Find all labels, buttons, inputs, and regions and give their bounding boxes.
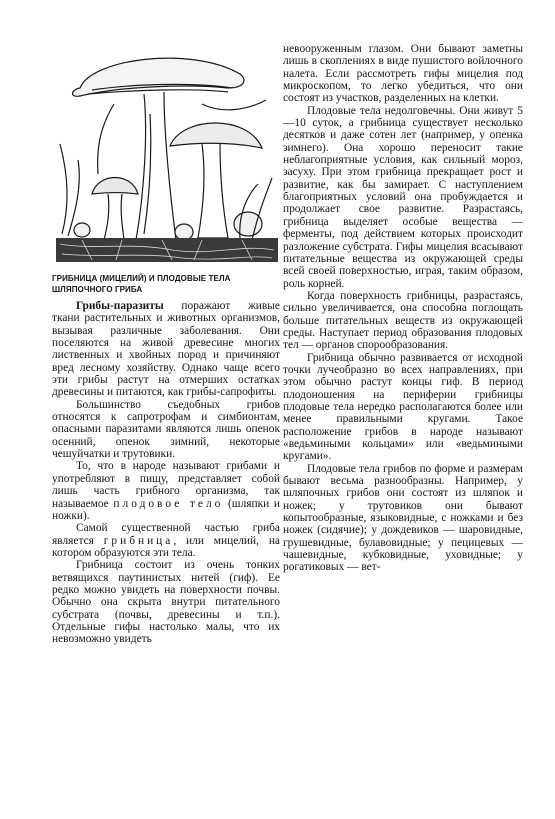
mushroom-mycelium-illustration [52, 44, 280, 266]
paragraph: Грибница обычно развивается от исходной точки лучеобразно во всех направлениях, при этом обычно растут концы гиф. В период плодоношения на периферии грибницы плодовые тела нередко располагаются более или менее правильными кругами. Такое расположение грибов в народе называют «ведьмиными кольцами» или «ведьмиными кругами». [283, 351, 523, 463]
spaced-term: грибница [103, 534, 174, 547]
paragraph: Когда поверхность грибницы, разрастаясь, сильно увеличивается, она способна поглощать больше питательных веществ из окружающей среды. Наступает период образования плодовых тел — органов спорообразования. [283, 289, 523, 352]
left-column [52, 300, 280, 646]
paragraph: Плодовые тела недолговечны. Они живут 5—10 суток, а грибница существует несколько десятков и даже сотен лет (например, у опенка зимнего). Она хорошо переносит такие неблагоприятные условия, как сильный мороз, засуху. При этом грибница прекращает рост и развитие, как бы замирает. С наступлением благоприятных условий она пробуждается и продолжает свое развитие. Разрастаясь, грибница выделяет особые вещества — ферменты, под действием которых происходит разложение субстрата. Гифы мицелия всасывают питательные вещества из окружающей среды всей своей поверхностью, играя, таким образом, роль корней. [283, 104, 523, 290]
illustration-caption: ГРИБНИЦА (МИЦЕЛИЙ) И ПЛОДОВЫЕ ТЕЛА ШЛЯПОЧНОГО ГРИБА [52, 274, 231, 294]
paragraph: невооруженным глазом. Они бывают заметны лишь в скоплениях в виде пушистого войлочного налета. Если рассмотреть гифы мицелия под микроскопом, то легко убедиться, что они состоят из участков, разделенных на клетки. [283, 43, 523, 105]
term-bold: Грибы-паразиты [76, 300, 164, 312]
paragraph: Самой существенной частью гриба является грибница, или мицелий, на котором образуются эти тела. [52, 522, 280, 559]
right-column [283, 43, 523, 574]
paragraph: Грибы-паразиты поражают живые ткани растительных и животных организмов, вызывая различные заболевания. Они поселяются на живой древесине многих лиственных и хвойных пород и причиняют вред лесному хозяйству. Однако чаще всего эти грибы растут на отмерших остатках древесины и питаются, как грибы-сапрофиты. [52, 300, 280, 399]
paragraph: То, что в народе называют грибами и употребляют в пищу, представляет собой лишь часть грибного организма, так называемое плодовое тело (шляпки и ножки). [52, 460, 280, 522]
spaced-term: плодовое тело [113, 497, 224, 510]
paragraph: Плодовые тела грибов по форме и размерам бывают весьма разнообразны. Например, у шляпочных грибов они состоят из шляпок и ножек; у трутовиков они бывают копытообразные, языковидные, с ножками и без ножек (сидячие); у дождевиков — шаровидные, грушевидные, булавовидные; у пецицевых — чашевидные, кубковидные, уховидные; у рогатиковых — вет- [283, 462, 523, 574]
paragraph: Грибница состоит из очень тонких ветвящихся паутинистых нитей (гиф). Ее редко можно увидеть на поверхности почвы. Обычно она скрыта внутри питательного субстрата (почвы, древесины и т.п.). Отдельные гифы настолько малы, что их невозможно увидеть [52, 559, 280, 646]
paragraph: Большинство съедобных грибов относятся к сапротрофам и симбионтам, опасными паразитами являются лишь опенок осенний, опенок зимний, некоторые чешуйчатки и трутовики. [52, 398, 280, 461]
